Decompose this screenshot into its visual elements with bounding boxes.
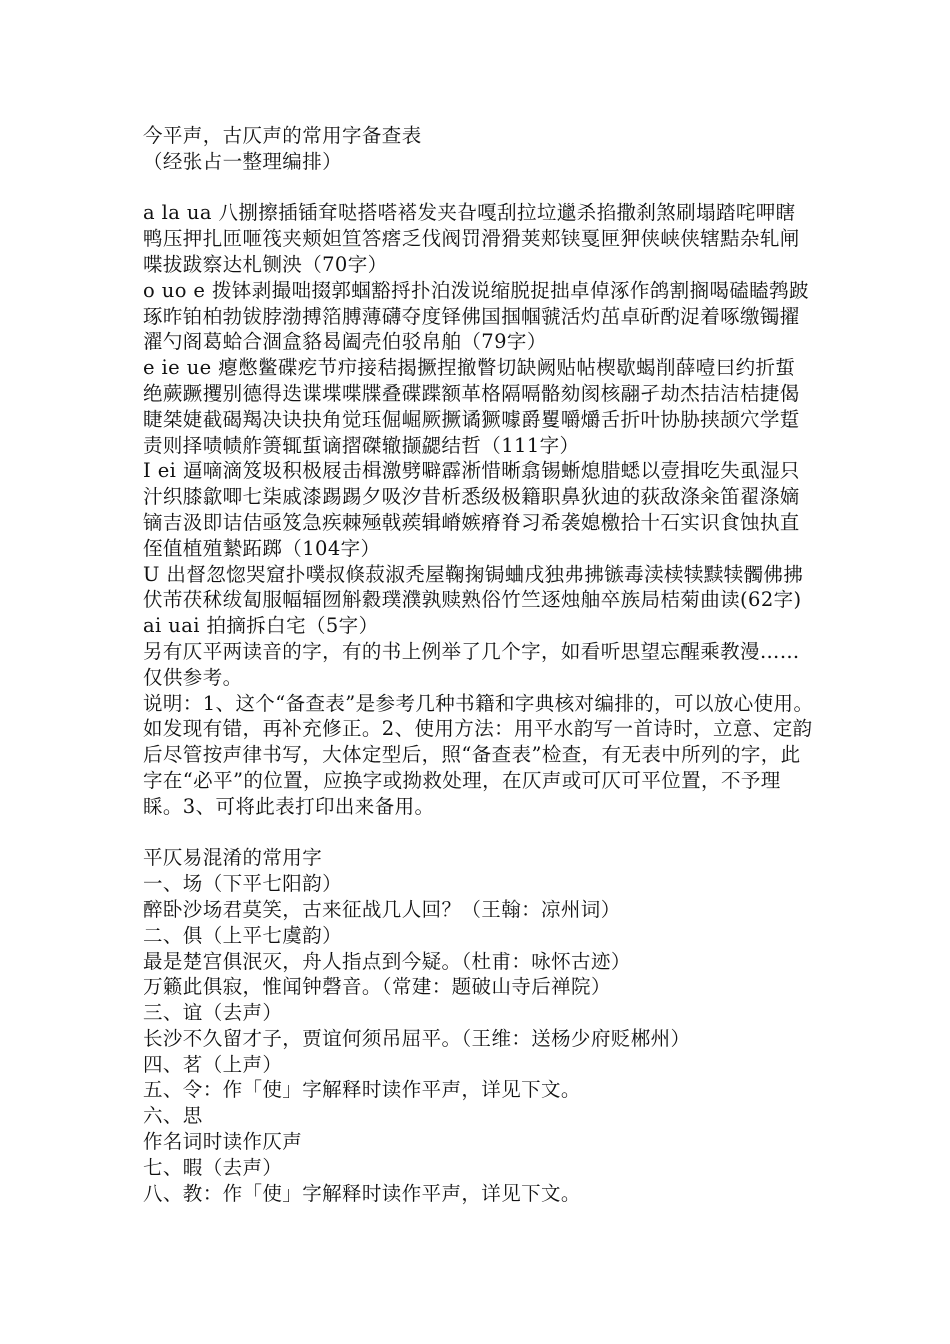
group-o-uo-e: o uo e 拨钵剥撮咄掇郭蝈豁捋扑泊泼说缩脱捉拙卓倬涿作鸽割搁喝磕瞌鹁跛琢昨铂柏勃钹脖渤搏箔膊薄礴夺度铎佛国掴帼虢活灼茁卓斫酌浞着啄缴镯擢濯勺阁葛蛤合涸盒貉曷阖壳伯驳帛舶（79字） <box>143 278 809 354</box>
group-ai-uai: ai uai 拍摘拆白宅（5字） <box>143 614 379 638</box>
section2-line: 一、场（下平七阳韵） <box>143 872 343 896</box>
group-i-ei: I ei 逼嘀滴笈圾积极屐击楫激劈噼霹淅惜晰翕锡蜥熄腊蟋以壹揖吃失虱湿只汁织膝歙唧七柒戚漆踢踢夕吸汐昔析悉级极籍职鼻狄迪的荻敌涤籴笛翟涤嫡镝吉汲即诘佶亟笈急疾棘殛戟蒺辑嵴嫉瘠脊习希袭媳檄拾十石实识食蚀执直侄值植殖縶跖踯（104字） <box>143 459 800 560</box>
blank-line <box>143 175 815 201</box>
blank-line <box>143 820 815 846</box>
section2-line: 五、令：作「使」字解释时读作平声，详见下文。 <box>143 1078 581 1102</box>
document-subtitle: （经张占一整理编排） <box>143 149 343 173</box>
section2-title: 平仄易混淆的常用字 <box>143 846 323 870</box>
document-page <box>143 123 815 1206</box>
section2-line: 七、暇（去声） <box>143 1155 283 1179</box>
group-e-ie-ue: e ie ue 瘪憋鳖碟疙节疖接秸揭撅捏撤瞥切缺阙贴帖楔歇蝎削薛噎曰约折蜇绝蕨蹶攫别德得迭谍堞喋牒叠碟蹀额革格隔嗝骼劾阂核翮孑劫杰拮洁桔捷偈睫桀婕截碣羯决诀抉角觉珏倔崛厥撅谲獗噱爵矍嚼爝舌折叶协胁挟颉穴学踅责则择啧帻舴箦辄蜇谪摺磔辙撷勰结哲（111字） <box>143 356 800 457</box>
section2-line: 二、俱（上平七虞韵） <box>143 923 343 947</box>
section2-line: 八、教：作「使」字解释时读作平声，详见下文。 <box>143 1181 581 1205</box>
section2-line: 最是楚宫俱泯灭，舟人指点到今疑。（杜甫：咏怀古迹） <box>143 949 631 973</box>
section2-line: 作名词时读作仄声 <box>143 1130 303 1154</box>
section2-line: 四、茗（上声） <box>143 1052 283 1076</box>
section2-line: 三、谊（去声） <box>143 1001 283 1025</box>
section2-line: 长沙不久留才子，贾谊何须吊屈平。（王维：送杨少府贬郴州） <box>143 1026 691 1050</box>
group-a-la-ua: a la ua 八捌擦插锸耷哒搭嗒褡发夹旮嘎刮拉垃邋杀掐撒刹煞刷塌踏咤呷瞎鸭压押扎匝咂筏夹颊妲笪答瘩乏伐阀罚滑猾荚郏铗戛匣狎侠峡侠辖黠杂轧闸喋拔跋察达札铡泱（70字） <box>143 201 800 276</box>
group-u: U 出督忽惚哭窟扑噗叔倏菽淑秃屋鞠掬锔蛐戌独弗拂镞毒渎椟犊黩犊髑佛拂伏芾茯秫绂匐服幅辐囫斛縠璞濮孰赎熟俗竹竺逐烛舳卒族局桔菊曲读(62字) <box>143 562 804 612</box>
explanation: 说明：1、这个“备查表”是参考几种书籍和字典核对编排的，可以放心使用。如发现有错，再补充修正。2、使用方法：用平水韵写一首诗时，立意、定韵后尽管按声律书写，大体定型后，照“备查表”检查，有无表中所列的字，此字在“必平”的位置，应换字或拗救处理，在仄声或可仄可平位置，不予理睬。3、可将此表打印出来备用。 <box>143 691 814 818</box>
document-title: 今平声，古仄声的常用字备查表 <box>143 124 422 147</box>
dual-reading-note: 另有仄平两读音的字，有的书上例举了几个字，如看听思望忘醒乘教漫……仅供参考。 <box>143 639 800 689</box>
section2-line: 六、思 <box>143 1104 203 1128</box>
section2-line: 醉卧沙场君莫笑，古来征战几人回？（王翰：凉州词） <box>143 897 621 921</box>
section2-line: 万籁此俱寂，惟闻钟磬音。（常建：题破山寺后禅院） <box>143 975 611 999</box>
